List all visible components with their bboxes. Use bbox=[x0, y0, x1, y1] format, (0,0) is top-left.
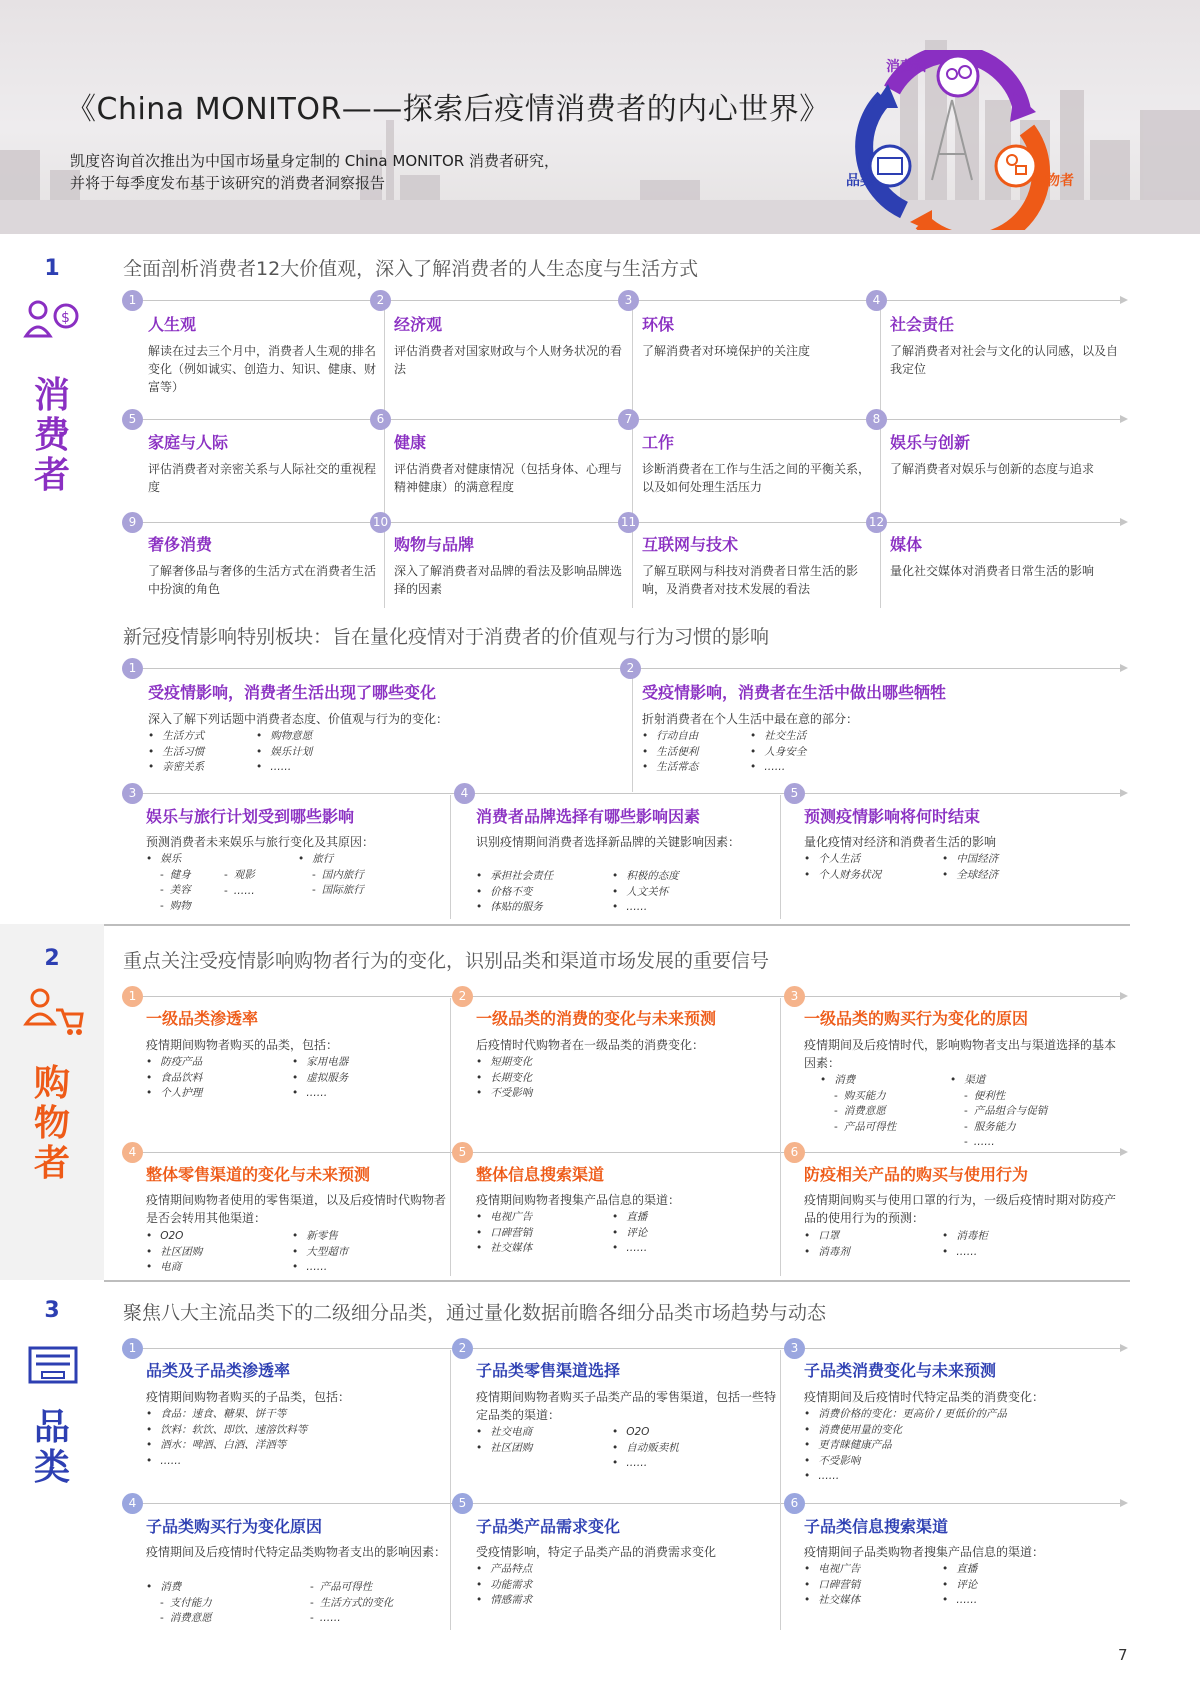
card-description: 识别疫情期间消费者选择新品牌的关键影响因素： bbox=[476, 835, 741, 849]
card-description: 疫情期间子品类购物者搜集产品信息的渠道： bbox=[804, 1545, 1045, 1559]
consumer-icon bbox=[22, 296, 84, 356]
sub-list-item: - 国际旅行 bbox=[312, 883, 364, 899]
bullet-list bbox=[476, 1425, 532, 1456]
bullet-list bbox=[942, 1562, 977, 1609]
bullet-list bbox=[298, 852, 364, 899]
card-number: 4 bbox=[122, 1493, 143, 1514]
list-item: • 社区团购 bbox=[146, 1245, 202, 1261]
card-title: 防疫相关产品的购买与使用行为 bbox=[804, 1165, 1029, 1184]
bullet-list bbox=[804, 852, 881, 883]
card-description: 疫情期间购物者购买的品类，包括： bbox=[146, 1038, 339, 1052]
list-item: • 价格不变 bbox=[476, 885, 553, 901]
cycle-label-shopper: 购物者 bbox=[1032, 173, 1074, 189]
value-card-description: 了解互联网与科技对消费者日常生活的影响，及消费者对技术发展的看法 bbox=[642, 564, 859, 596]
list-item: • 酒水：啤酒、白酒、洋酒等 bbox=[146, 1438, 307, 1454]
value-card-title: 经济观 bbox=[394, 315, 443, 334]
sub-list-item: - 产品组合与促销 bbox=[964, 1104, 1047, 1120]
sub-list-item: - 服务能力 bbox=[964, 1120, 1047, 1136]
card-title: 子品类消费变化与未来预测 bbox=[804, 1361, 997, 1380]
sub-list-item: - 支付能力 bbox=[160, 1596, 212, 1612]
list-item: • 生活方式 bbox=[148, 729, 204, 745]
card-number: 1 bbox=[122, 658, 143, 679]
list-item: • 生活习惯 bbox=[148, 745, 204, 761]
card-description: 量化疫情对经济和消费者生活的影响 bbox=[804, 835, 997, 849]
section-2-label: 购 物 者 bbox=[33, 1063, 70, 1184]
list-item: • 消毒剂 bbox=[804, 1245, 850, 1261]
section-1-heading: 全面剖析消费者12大价值观，深入了解消费者的人生态度与生活方式 bbox=[123, 258, 699, 280]
card-description: 深入了解下列话题中消费者态度、价值观与行为的变化： bbox=[148, 712, 449, 726]
value-card-description: 深入了解消费者对品牌的看法及影响品牌选择的因素 bbox=[394, 564, 623, 596]
section-1-label: 消 费 者 bbox=[33, 375, 70, 496]
sub-list-item: - 产品可得性 bbox=[834, 1120, 896, 1136]
list-item: • 生活便利 bbox=[642, 745, 698, 761]
card-title: 娱乐与旅行计划受到哪些影响 bbox=[146, 807, 355, 826]
card-number: 11 bbox=[618, 512, 639, 533]
card-number: 8 bbox=[866, 409, 887, 430]
row-arrow-line bbox=[126, 1348, 1126, 1349]
card-number: 5 bbox=[452, 1142, 473, 1163]
bullet-list bbox=[146, 1580, 212, 1627]
card-description: 折射消费者在个人生活中最在意的部分： bbox=[642, 712, 859, 726]
subtitle-line-1: 凯度咨询首次推出为中国市场量身定制的 China MONITOR 消费者研究， bbox=[70, 152, 559, 170]
value-card-description: 了解奢侈品与奢侈的生活方式在消费者生活中扮演的角色 bbox=[148, 564, 377, 596]
card-number: 3 bbox=[784, 1338, 805, 1359]
bullet-list bbox=[146, 1407, 307, 1469]
list-item: • 口罩 bbox=[804, 1229, 850, 1245]
card-number: 3 bbox=[122, 783, 143, 804]
list-item: • 短期变化 bbox=[476, 1055, 532, 1071]
bullet-list bbox=[804, 1407, 1007, 1485]
row-arrow-line bbox=[126, 1503, 1126, 1504]
card-title: 受疫情影响，消费者在生活中做出哪些牺牲 bbox=[642, 683, 947, 702]
bullet-list bbox=[476, 1562, 532, 1609]
list-item: • …… bbox=[612, 1241, 647, 1257]
sub-list-item: - 消费意愿 bbox=[160, 1611, 212, 1627]
card-description: 后疫情时代购物者在一级品类的消费变化： bbox=[476, 1038, 705, 1052]
column-divider bbox=[880, 302, 881, 608]
list-item: • …… bbox=[256, 760, 312, 776]
bullet-list bbox=[750, 729, 806, 776]
list-item: • 不受影响 bbox=[804, 1454, 1007, 1470]
card-title: 子品类购买行为变化原因 bbox=[146, 1517, 323, 1536]
card-title: 消费者品牌选择有哪些影响因素 bbox=[476, 807, 701, 826]
list-item: • 评论 bbox=[612, 1226, 647, 1242]
bullet-list bbox=[612, 869, 679, 916]
card-description: 疫情期间购买与使用口罩的行为，一级后疫情时期对防疫产品的使用行为的预测： bbox=[804, 1193, 1117, 1225]
card-number: 7 bbox=[618, 409, 639, 430]
value-card-description: 了解消费者对娱乐与创新的态度与追求 bbox=[890, 462, 1095, 476]
value-card-title: 健康 bbox=[394, 433, 427, 452]
list-item: • 消费价格的变化：更高价 / 更低价的产品 bbox=[804, 1407, 1007, 1423]
list-item: • …… bbox=[804, 1469, 1007, 1485]
list-item: • 食品：速食、糖果、饼干等 bbox=[146, 1407, 307, 1423]
list-item: • 承担社会责任 bbox=[476, 869, 553, 885]
card-number: 4 bbox=[454, 783, 475, 804]
list-item: • 个人护理 bbox=[146, 1086, 202, 1102]
card-description: 预测消费者未来娱乐与旅行变化及其原因： bbox=[146, 835, 375, 849]
card-number: 9 bbox=[122, 512, 143, 533]
card-number: 1 bbox=[122, 986, 143, 1007]
list-item: • 家用电器 bbox=[292, 1055, 348, 1071]
card-description: 疫情期间及后疫情时代特定品类的消费变化： bbox=[804, 1390, 1045, 1404]
value-card-title: 社会责任 bbox=[890, 315, 955, 334]
card-description: 疫情期间及后疫情时代特定品类购物者支出的影响因素： bbox=[146, 1545, 447, 1559]
cycle-label-category: 品类 bbox=[846, 173, 874, 189]
bullet-list bbox=[612, 1425, 679, 1472]
list-item: • 更青睐健康产品 bbox=[804, 1438, 1007, 1454]
list-item: • 社交生活 bbox=[750, 729, 806, 745]
column-divider bbox=[632, 670, 633, 792]
bullet-list bbox=[942, 1229, 988, 1260]
value-card-description: 评估消费者对亲密关系与人际社交的重视程度 bbox=[148, 462, 377, 494]
list-item: • 娱乐 bbox=[146, 852, 191, 868]
list-item: • O2O bbox=[612, 1425, 679, 1441]
list-item: • …… bbox=[612, 900, 679, 916]
bullet-list bbox=[146, 1229, 202, 1276]
list-item: • 情感需求 bbox=[476, 1593, 532, 1609]
column-divider bbox=[450, 1350, 451, 1630]
value-card-description: 量化社交媒体对消费者日常生活的影响 bbox=[890, 564, 1095, 578]
list-item: • 社区团购 bbox=[476, 1441, 532, 1457]
section-divider bbox=[104, 924, 1130, 926]
list-item: • 人身安全 bbox=[750, 745, 806, 761]
list-item: • 购物意愿 bbox=[256, 729, 312, 745]
bullet-list bbox=[292, 1055, 348, 1102]
shopper-icon bbox=[22, 986, 84, 1046]
card-number: 6 bbox=[784, 1142, 805, 1163]
card-title: 一级品类渗透率 bbox=[146, 1009, 259, 1028]
card-number: 3 bbox=[784, 986, 805, 1007]
list-item: • 消费 bbox=[146, 1580, 212, 1596]
bullet-list bbox=[310, 1580, 393, 1627]
value-card-title: 娱乐与创新 bbox=[890, 433, 971, 452]
list-item: • …… bbox=[146, 1454, 307, 1470]
card-number: 3 bbox=[618, 290, 639, 311]
bullet-list bbox=[256, 729, 312, 776]
cycle-ring-icon bbox=[832, 50, 1072, 230]
section-2-heading: 重点关注受疫情影响购物者行为的变化，识别品类和渠道市场发展的重要信号 bbox=[123, 950, 770, 972]
list-item: • 消费使用量的变化 bbox=[804, 1423, 1007, 1439]
list-item: • 大型超市 bbox=[292, 1245, 348, 1261]
card-number: 2 bbox=[452, 986, 473, 1007]
value-card-description: 评估消费者对国家财政与个人财务状况的看法 bbox=[394, 344, 623, 376]
list-item: • 社交电商 bbox=[476, 1425, 532, 1441]
list-item: • …… bbox=[942, 1593, 977, 1609]
list-item: • 个人生活 bbox=[804, 852, 881, 868]
bullet-list bbox=[146, 852, 191, 914]
column-divider bbox=[632, 302, 633, 608]
column-divider bbox=[384, 302, 385, 608]
bullet-list bbox=[942, 852, 998, 883]
card-description: 疫情期间购物者购买子品类产品的零售渠道，包括一些特定品类的渠道： bbox=[476, 1390, 777, 1422]
list-item: • 产品特点 bbox=[476, 1562, 532, 1578]
section-1b-heading: 新冠疫情影响特别板块：旨在量化疫情对于消费者的价值观与行为习惯的影响 bbox=[123, 626, 770, 648]
list-item: • …… bbox=[292, 1086, 348, 1102]
bullet-list bbox=[950, 1073, 1047, 1151]
card-number: 4 bbox=[122, 1142, 143, 1163]
card-description: 疫情期间购物者使用的零售渠道，以及后疫情时代购物者是否会转用其他渠道： bbox=[146, 1193, 447, 1225]
bullet-list bbox=[476, 869, 553, 916]
list-item: • 口碑营销 bbox=[476, 1226, 532, 1242]
card-description: 疫情期间购物者购买的子品类，包括： bbox=[146, 1390, 351, 1404]
list-item: • 中国经济 bbox=[942, 852, 998, 868]
column-divider bbox=[450, 998, 451, 1276]
card-number: 2 bbox=[370, 290, 391, 311]
list-item: • 体贴的服务 bbox=[476, 900, 553, 916]
card-title: 整体信息搜索渠道 bbox=[476, 1165, 605, 1184]
card-number: 2 bbox=[452, 1338, 473, 1359]
value-card-title: 奢侈消费 bbox=[148, 535, 213, 554]
card-title: 子品类信息搜索渠道 bbox=[804, 1517, 949, 1536]
list-item: • 消费 bbox=[820, 1073, 896, 1089]
list-item: • …… bbox=[292, 1260, 348, 1276]
list-item: • 旅行 bbox=[298, 852, 364, 868]
sub-list-item: - …… bbox=[964, 1135, 1047, 1151]
card-title: 预测疫情影响将何时结束 bbox=[804, 807, 981, 826]
svg-text:$: $ bbox=[61, 310, 70, 326]
section-2-number: 2 bbox=[44, 946, 60, 971]
value-card-description: 了解消费者对环境保护的关注度 bbox=[642, 344, 811, 358]
value-card-title: 工作 bbox=[642, 433, 675, 452]
list-item: • 饮料：软饮、即饮、速溶饮料等 bbox=[146, 1423, 307, 1439]
card-description: 疫情期间购物者搜集产品信息的渠道： bbox=[476, 1193, 681, 1207]
list-item: • O2O bbox=[146, 1229, 202, 1245]
list-item: • 自动贩卖机 bbox=[612, 1441, 679, 1457]
list-item: • 口碑营销 bbox=[804, 1578, 860, 1594]
value-card-title: 家庭与人际 bbox=[148, 433, 229, 452]
list-item: • 渠道 bbox=[950, 1073, 1047, 1089]
sub-list-item: - 国内旅行 bbox=[312, 868, 364, 884]
value-card-title: 人生观 bbox=[148, 315, 197, 334]
card-number: 1 bbox=[122, 1338, 143, 1359]
card-title: 子品类零售渠道选择 bbox=[476, 1361, 621, 1380]
bullet-list bbox=[292, 1229, 348, 1276]
bullet-list bbox=[642, 729, 698, 776]
sub-list-item: - 生活方式的变化 bbox=[310, 1596, 393, 1612]
list-item: • 行动自由 bbox=[642, 729, 698, 745]
research-cycle-diagram bbox=[832, 50, 1072, 230]
page-title: 《China MONITOR——探索后疫情消费者的内心世界》 bbox=[66, 92, 830, 127]
list-item: • 消毒柜 bbox=[942, 1229, 988, 1245]
bullet-list bbox=[820, 1073, 896, 1135]
card-number: 12 bbox=[866, 512, 887, 533]
value-card-description: 评估消费者对健康情况（包括身体、心理与精神健康）的满意程度 bbox=[394, 462, 623, 494]
page-subtitle bbox=[70, 150, 559, 194]
list-item: • 直播 bbox=[942, 1562, 977, 1578]
list-item: • 功能需求 bbox=[476, 1578, 532, 1594]
bullet-list bbox=[476, 1055, 532, 1102]
bullet-list bbox=[224, 868, 255, 899]
card-description: 受疫情影响，特定子品类产品的消费需求变化 bbox=[476, 1545, 717, 1559]
card-title: 子品类产品需求变化 bbox=[476, 1517, 621, 1536]
list-item: • 全球经济 bbox=[942, 868, 998, 884]
value-card-description: 解读在过去三个月中，消费者人生观的排名变化（例如诚实、创造力、知识、健康、财富等） bbox=[148, 344, 377, 394]
row-arrow-line bbox=[126, 793, 1126, 794]
card-number: 10 bbox=[370, 512, 391, 533]
value-card-title: 互联网与技术 bbox=[642, 535, 739, 554]
list-item: • 食品饮料 bbox=[146, 1071, 202, 1087]
card-title: 品类及子品类渗透率 bbox=[146, 1361, 291, 1380]
list-item: • 亲密关系 bbox=[148, 760, 204, 776]
card-title: 整体零售渠道的变化与未来预测 bbox=[146, 1165, 371, 1184]
row-arrow-line bbox=[126, 996, 1126, 997]
value-card-description: 诊断消费者在工作与生活之间的平衡关系，以及如何处理生活压力 bbox=[642, 462, 871, 494]
column-divider bbox=[780, 998, 781, 1276]
list-item: • 电视广告 bbox=[476, 1210, 532, 1226]
section-divider bbox=[104, 1280, 1130, 1282]
list-item: • …… bbox=[942, 1245, 988, 1261]
value-card-description: 了解消费者对社会与文化的认同感，以及自我定位 bbox=[890, 344, 1119, 376]
value-card-title: 购物与品牌 bbox=[394, 535, 475, 554]
card-number: 5 bbox=[452, 1493, 473, 1514]
column-divider bbox=[780, 795, 781, 919]
list-item: • 社交媒体 bbox=[804, 1593, 860, 1609]
list-item: • 积极的态度 bbox=[612, 869, 679, 885]
row-arrow-line bbox=[126, 1152, 1126, 1153]
list-item: • 防疫产品 bbox=[146, 1055, 202, 1071]
list-item: • 个人财务状况 bbox=[804, 868, 881, 884]
sub-list-item: - 消费意愿 bbox=[834, 1104, 896, 1120]
card-title: 一级品类的消费的变化与未来预测 bbox=[476, 1009, 717, 1028]
card-number: 4 bbox=[866, 290, 887, 311]
list-item: • 长期变化 bbox=[476, 1071, 532, 1087]
sub-list-item: - 产品可得性 bbox=[310, 1580, 393, 1596]
list-item: • 新零售 bbox=[292, 1229, 348, 1245]
card-title: 受疫情影响，消费者生活出现了哪些变化 bbox=[148, 683, 437, 702]
card-description: 疫情期间及后疫情时代，影响购物者支出与渠道选择的基本因素： bbox=[804, 1038, 1117, 1070]
card-number: 5 bbox=[122, 409, 143, 430]
bullet-list bbox=[804, 1229, 850, 1260]
list-item: • 人文关怀 bbox=[612, 885, 679, 901]
card-title: 一级品类的购买行为变化的原因 bbox=[804, 1009, 1029, 1028]
section-1-number: 1 bbox=[44, 256, 60, 281]
list-item: • 生活常态 bbox=[642, 760, 698, 776]
card-number: 6 bbox=[370, 409, 391, 430]
sub-list-item: - 便利性 bbox=[964, 1089, 1047, 1105]
bullet-list bbox=[804, 1562, 860, 1609]
column-divider bbox=[780, 1350, 781, 1630]
bullet-list bbox=[148, 729, 204, 776]
list-item: • 电视广告 bbox=[804, 1562, 860, 1578]
card-number: 2 bbox=[620, 658, 641, 679]
column-divider bbox=[450, 795, 451, 919]
list-item: • …… bbox=[612, 1456, 679, 1472]
subtitle-line-2: 并将于每季度发布基于该研究的消费者洞察报告 bbox=[70, 174, 386, 192]
sub-list-item: - 购买能力 bbox=[834, 1089, 896, 1105]
sub-list-item: - 观影 bbox=[224, 868, 255, 884]
list-item: • 社交媒体 bbox=[476, 1241, 532, 1257]
category-icon bbox=[22, 1338, 84, 1398]
value-card-title: 环保 bbox=[642, 315, 675, 334]
sub-list-item: - 健身 bbox=[160, 868, 191, 884]
list-item: • 虚拟服务 bbox=[292, 1071, 348, 1087]
list-item: • 直播 bbox=[612, 1210, 647, 1226]
bullet-list bbox=[476, 1210, 532, 1257]
list-item: • 评论 bbox=[942, 1578, 977, 1594]
bullet-list bbox=[612, 1210, 647, 1257]
card-number: 6 bbox=[784, 1493, 805, 1514]
list-item: • 电商 bbox=[146, 1260, 202, 1276]
bullet-list bbox=[146, 1055, 202, 1102]
section-3-label: 品 类 bbox=[33, 1407, 70, 1488]
list-item: • …… bbox=[750, 760, 806, 776]
page-number: 7 bbox=[1118, 1646, 1128, 1664]
card-number: 5 bbox=[784, 783, 805, 804]
list-item: • 娱乐计划 bbox=[256, 745, 312, 761]
section-3-number: 3 bbox=[44, 1298, 60, 1323]
cycle-label-consumer: 消费者 bbox=[886, 59, 928, 75]
section-3-heading: 聚焦八大主流品类下的二级细分品类，通过量化数据前瞻各细分品类市场趋势与动态 bbox=[123, 1302, 827, 1324]
header-banner bbox=[0, 0, 1200, 234]
sub-list-item: - 购物 bbox=[160, 899, 191, 915]
value-card-title: 媒体 bbox=[890, 535, 923, 554]
sub-list-item: - 美容 bbox=[160, 883, 191, 899]
sub-list-item: - …… bbox=[224, 884, 255, 900]
sub-list-item: - …… bbox=[310, 1611, 393, 1627]
list-item: • 不受影响 bbox=[476, 1086, 532, 1102]
card-number: 1 bbox=[122, 290, 143, 311]
